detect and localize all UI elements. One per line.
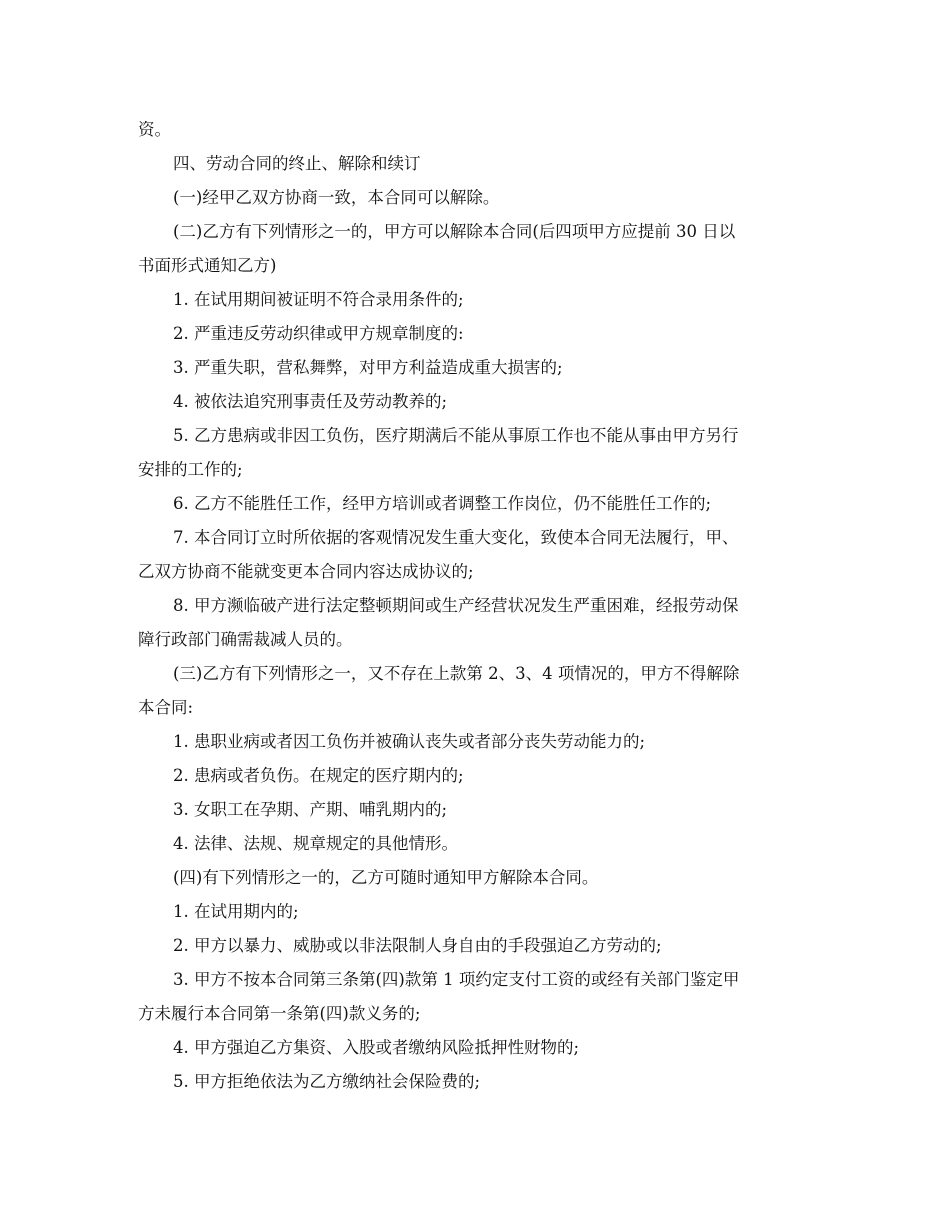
text-line: (三)乙方有下列情形之一，又不存在上款第 2、3、4 项情况的，甲方不得解除 xyxy=(173,664,740,683)
text-line: 四、劳动合同的终止、解除和续订 xyxy=(173,154,421,173)
text-line: 3. 甲方不按本合同第三条第(四)款第 1 项约定支付工资的或经有关部门鉴定甲 xyxy=(173,970,740,989)
text-line: 乙双方协商不能就变更本合同内容达成协议的; xyxy=(138,562,474,581)
text-line: 1. 在试用期内的; xyxy=(173,902,299,921)
text-line: 2. 患病或者负伤。在规定的医疗期内的; xyxy=(173,766,464,785)
text-line: 3. 严重失职，营私舞弊，对甲方利益造成重大损害的; xyxy=(173,358,563,377)
text-line: 7. 本合同订立时所依据的客观情况发生重大变化，致使本合同无法履行，甲、 xyxy=(173,528,739,547)
text-line: 2. 甲方以暴力、威胁或以非法限制人身自由的手段强迫乙方劳动的; xyxy=(173,936,662,955)
text-line: 8. 甲方濒临破产进行法定整顿期间或生产经营状况发生严重困难，经报劳动保 xyxy=(173,596,739,615)
text-line: 5. 甲方拒绝依法为乙方缴纳社会保险费的; xyxy=(173,1072,481,1091)
text-line: 1. 在试用期间被证明不符合录用条件的; xyxy=(173,290,464,309)
text-line: 书面形式通知乙方) xyxy=(138,256,277,275)
document-body xyxy=(138,113,818,1099)
text-line: 方未履行本合同第一条第(四)款义务的; xyxy=(138,1004,421,1023)
text-line: 1. 患职业病或者因工负伤并被确认丧失或者部分丧失劳动能力的; xyxy=(173,732,646,751)
text-line: 4. 被依法追究刑事责任及劳动教养的; xyxy=(173,392,448,411)
text-line: 3. 女职工在孕期、产期、哺乳期内的; xyxy=(173,800,448,819)
text-line: (一)经甲乙双方协商一致，本合同可以解除。 xyxy=(173,188,500,207)
text-line: 4. 法律、法规、规章规定的具他情形。 xyxy=(173,834,458,853)
text-line: 障行政部门确需裁减人员的。 xyxy=(138,630,353,649)
text-line: 4. 甲方强迫乙方集资、入股或者缴纳风险抵押性财物的; xyxy=(173,1038,580,1057)
text-line: 安排的工作的; xyxy=(138,460,243,479)
text-line: 2. 严重违反劳动织律或甲方规章制度的: xyxy=(173,324,464,343)
text-line: (二)乙方有下列情形之一的，甲方可以解除本合同(后四项甲方应提前 30 日以 xyxy=(173,222,736,241)
text-line: 5. 乙方患病或非因工负伤，医疗期满后不能从事原工作也不能从事由甲方另行 xyxy=(173,426,739,445)
text-line: (四)有下列情形之一的，乙方可随时通知甲方解除本合同。 xyxy=(173,868,599,887)
text-line: 6. 乙方不能胜任工作，经甲方培训或者调整工作岗位，仍不能胜任工作的; xyxy=(173,494,712,513)
text-line: 资。 xyxy=(138,120,171,139)
text-line: 本合同: xyxy=(138,698,194,717)
